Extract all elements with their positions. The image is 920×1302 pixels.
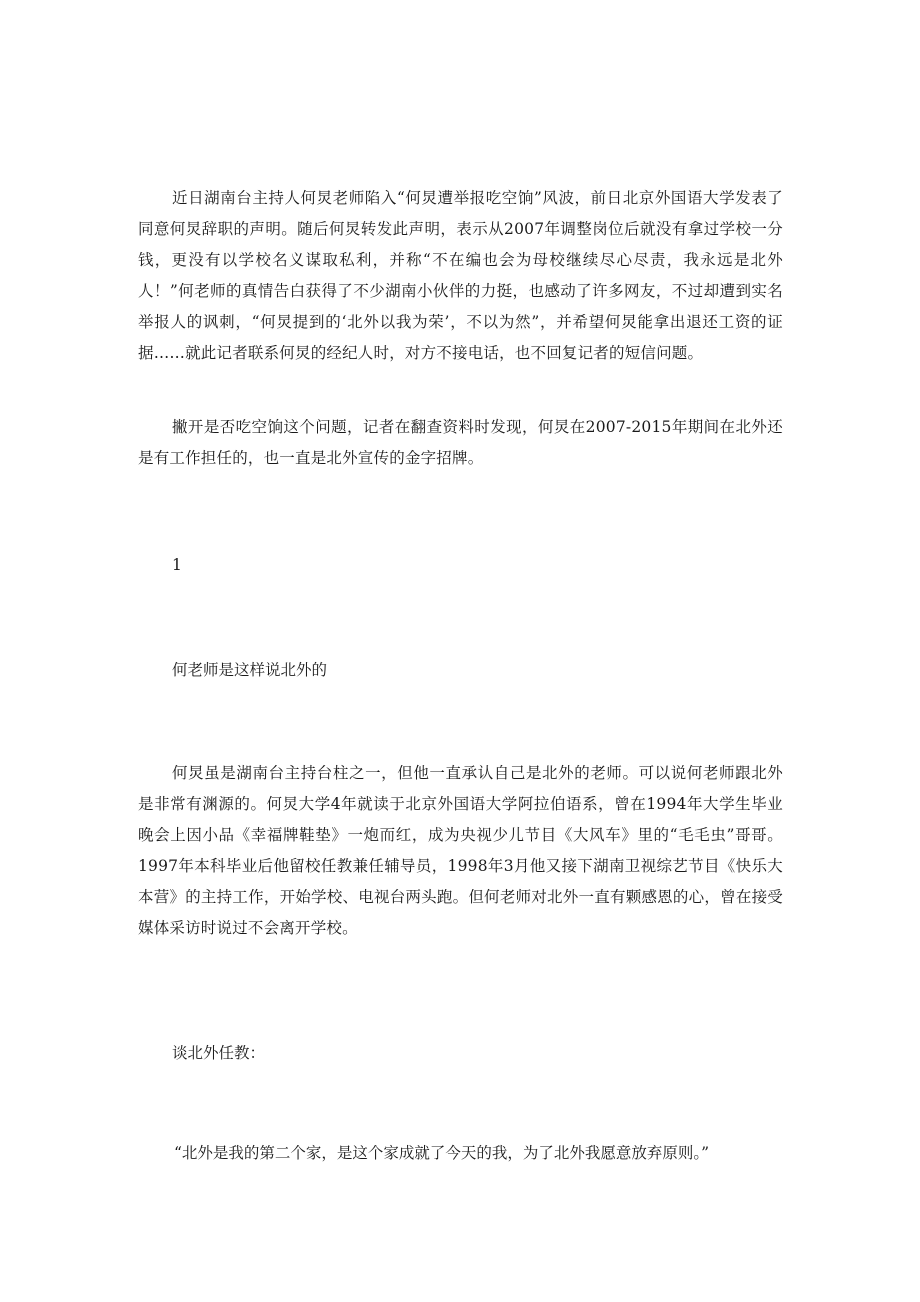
article-paragraph-2: 撇开是否吃空饷这个问题，记者在翻查资料时发现，何炅在2007-2015年期间在北外还是有工作担任的，也一直是北外宣传的金字招牌。	[138, 418, 783, 467]
quote-text: “北外是我的第二个家，是这个家成就了今天的我，为了北外我愿意放弃原则。”	[174, 1144, 710, 1162]
article-paragraph-1: 近日湖南台主持人何炅老师陷入“何炅遭举报吃空饷”风波，前日北京外国语大学发表了同意何炅辞职的声明。随后何炅转发此声明，表示从2007年调整岗位后就没有拿过学校一分钱，更没有以学校名义谋取私利，并称“不在编也会为母校继续尽心尽责，我永远是北外人！”何老师的真情告白获得了不少湖南小伙伴的力挺，也感动了许多网友，不过却遭到实名举报人的讽刺，“何炅提到的‘北外以我为荣’，不以为然”，并希望何炅能拿出退还工资的证据……就此记者联系何炅的经纪人时，对方不接电话，也不回复记者的短信问题。	[138, 189, 783, 362]
article-paragraph-3: 何炅虽是湖南台主持台柱之一，但他一直承认自己是北外的老师。可以说何老师跟北外是非常有渊源的。何炅大学4年就读于北京外国语大学阿拉伯语系，曾在1994年大学生毕业晚会上因小品《幸福牌鞋垫》一炮而红，成为央视少儿节目《大风车》里的“毛毛虫”哥哥。1997年本科毕业后他留校任教兼任辅导员，1998年3月他又接下湖南卫视综艺节目《快乐大本营》的主持工作，开始学校、电视台两头跑。但何老师对北外一直有颗感恩的心，曾在接受媒体采访时说过不会离开学校。	[138, 764, 783, 937]
subheading: 谈北外任教：	[172, 1044, 266, 1062]
section-number: 1	[172, 556, 182, 574]
section-heading: 何老师是这样说北外的	[172, 661, 328, 679]
